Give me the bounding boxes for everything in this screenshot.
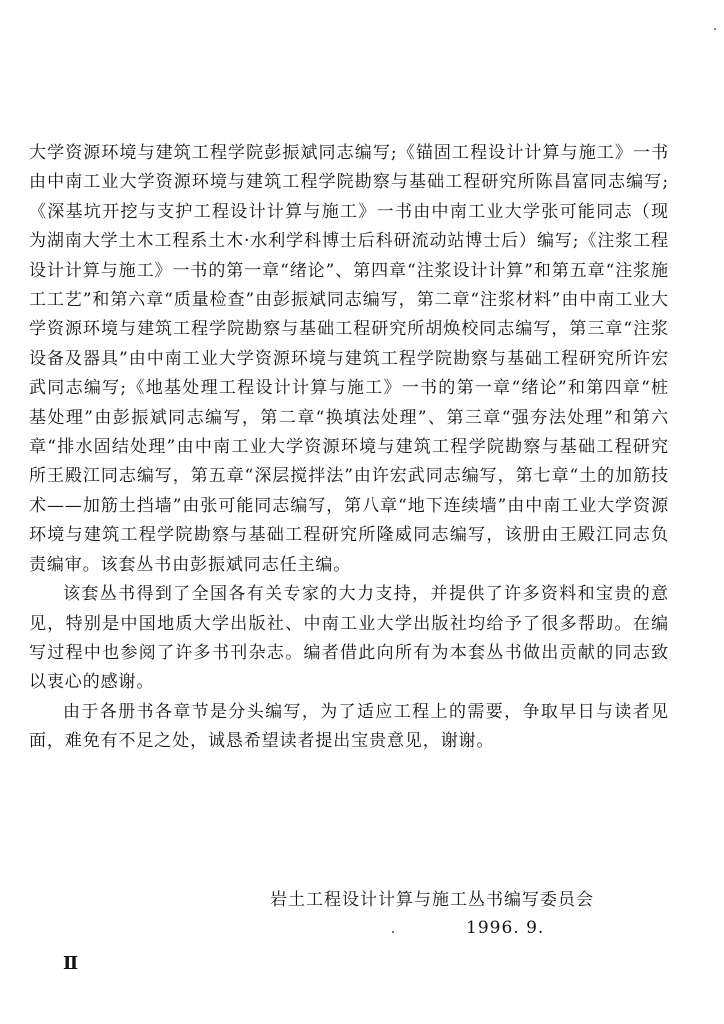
signature-committee: 岩土工程设计计算与施工丛书编写委员会 — [270, 890, 594, 910]
paragraph-continued: 大学资源环境与建筑工程学院彭振斌同志编写;《锚固工程设计计算与施工》一书由中南工业大学资源环境与建筑工程学院勘察与基础工程研究所陈昌富同志编写;《深基坑开挖与支护工程设计计算与施工》一书由中南工业大学张可能同志（现为湖南大学土木工程系土木·水利学科博士后科研流动站博士后）编写;《注浆工程设计计算与施工》一书的第一章“绪论”、第四章“注浆设计计算”和第五章“注浆施工工艺”和第六章“质量检查”由彭振斌同志编写，第二章“注浆材料”由中南工业大学资源环境与建筑工程学院勘察与基础工程研究所胡焕校同志编写，第三章“注浆设备及器具”由中南工业大学资源环境与建筑工程学院勘察与基础工程研究所许宏武同志编写;《地基处理工程设计计算与施工》一书的第一章“绪论”和第四章“桩基处理”由彭振斌同志编写，第二章“换填法处理”、第三章“强夯法处理”和第六章“排水固结处理”由中南工业大学资源环境与建筑工程学院勘察与基础工程研究所王殿江同志编写，第五章“深层搅拌法”由许宏武同志编写，第七章“土的加筋技术——加筋土挡墙”由张可能同志编写，第八章“地下连续墙”由中南工业大学资源环境与建筑工程学院勘察与基础工程研究所隆威同志编写，该册由王殿江同志负责编审。该套丛书由彭振斌同志任主编。 — [29, 143, 669, 575]
scan-speck — [714, 28, 716, 30]
body-text — [29, 139, 669, 757]
scan-speck — [392, 931, 394, 933]
signature-date: 1996. 9. — [466, 918, 545, 938]
paragraph-closing: 由于各册书各章节是分头编写，为了适应工程上的需要，争取早日与读者见面，难免有不足之处，诚恳希望读者提出宝贵意见，谢谢。 — [29, 701, 669, 752]
page-number: Ⅱ — [63, 953, 79, 974]
paragraph-acknowledgement: 该套丛书得到了全国各有关专家的大力支持，并提供了许多资料和宝贵的意见，特别是中国地质大学出版社、中南工业大学出版社均给予了很多帮助。在编写过程中也参阅了许多书刊杂志。编者借此向所有为本套丛书做出贡献的同志致以衷心的感谢。 — [29, 584, 669, 693]
